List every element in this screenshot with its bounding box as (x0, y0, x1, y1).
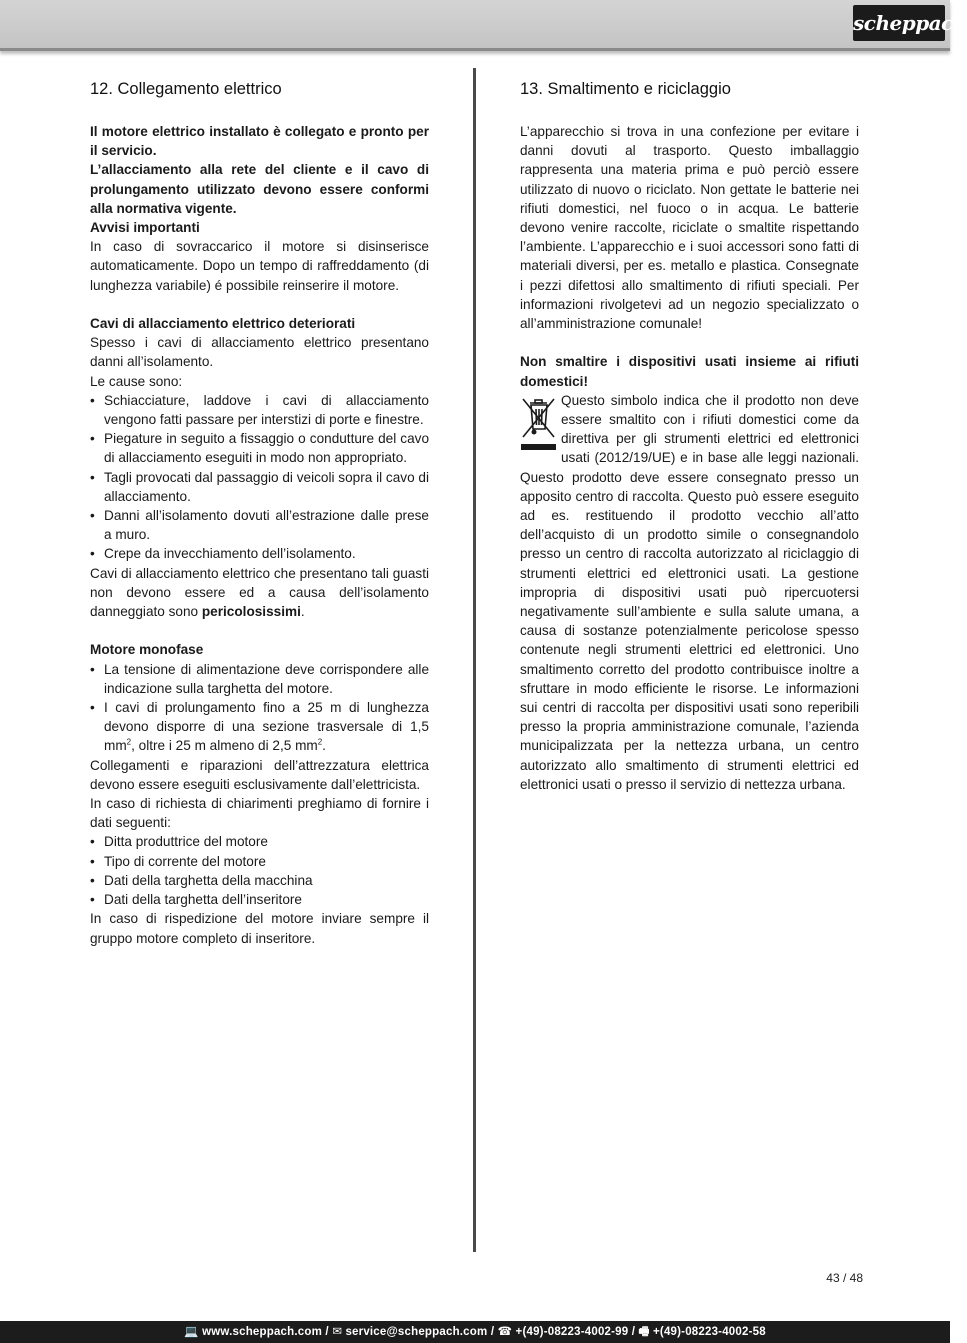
section-title-smaltimento: 13. Smaltimento e riciclaggio (520, 80, 731, 98)
richiesta-text: In caso di richiesta di chiarimenti preghiamo di fornire i dati seguenti: (90, 796, 429, 831)
list-item: • La tensione di alimentazione deve corrispondere alle indicazione sulla targhetta del motore. (90, 660, 429, 698)
list-item: • Danni all’isolamento dovuti all’estrazione dalle prese a muro. (90, 506, 429, 544)
right-column (520, 78, 859, 794)
dati-list (90, 832, 429, 909)
list-item: • Dati della targhetta dell’inseritore (90, 890, 429, 909)
list-item: • I cavi di prolungamento fino a 25 m di lunghezza devono disporre di una sezione trasversale di 1,5 $mm^2$, oltre i 25 m almeno di 2,5 $mm^2$. (90, 698, 429, 756)
cavi-heading: Cavi di allacciamento elettrico deteriorati (90, 316, 356, 332)
weee-text: Questo simbolo indica che il prodotto non deve essere smaltito con i rifiuti domestici come da direttiva per gli strumenti elettrici ed elettronici usati (2012/19/UE) e in base alle leggi nazionali. Questo prodotto deve essere consegnato presso un apposito centro di raccolta. Questo può essere eseguito ad es. restituendo il prodotto vecchio all’atto dell’acquisto di un prodotto simile o consegnandolo presso un centro di raccolta autorizzato al riciclaggio di strumenti elettrici ed elettronici usati. La gestione impropria di dispositivi usati può ripercuotersi negativamente sull’ambiente e sulla salute umana, a causa di sostanze potenzialmente pericolose spesso contenute negli strumenti elettrici ed elettronici. Uno smaltimento corretto del prodotto contribuisce inoltre a sfruttare in modo efficiente le risorse. Le informazioni sui centri di raccolta per dispositivi usati sono reperibili presso la propria amministrazione comunale, l’azienda municipalizzata per la nettezza urbana, un centro autorizzato allo smaltimento di strumenti elettrici ed elettronici usati o presso il servizio di nettezza urbana. (520, 392, 859, 792)
collegamenti-text: Collegamenti e riparazioni dell’attrezzatura elettrica devono essere eseguiti esclusivamente dall’elettricista. (90, 757, 429, 792)
header-bar (0, 0, 967, 51)
warning-emphasis: pericolosissimi (201, 604, 301, 620)
cavi-warning: Cavi di allacciamento elettrico che presentano tali guasti non devono essere ed a causa dell’isolamento danneggiato sono pericolosissimi. (90, 565, 429, 620)
crossed-out-wheelie-bin-icon (520, 393, 557, 451)
cause-label: Le cause sono: (90, 373, 183, 389)
list-item: • Schiacciature, laddove i cavi di allacciamento vengono fatti passare per interstizi di porte e finestre. (90, 391, 429, 429)
section-title-collegamento: 12. Collegamento elettrico (90, 80, 282, 98)
list-item: • Dati della targhetta della macchina (90, 871, 429, 890)
list-item: • Tipo di corrente del motore (90, 852, 429, 871)
left-column (90, 78, 429, 948)
intro-bold-1: Il motore elettrico installato è collegato e pronto per il servicio. (90, 124, 429, 159)
list-item: • Ditta produttrice del motore (90, 832, 429, 851)
page-number: 43 / 48 (826, 1271, 863, 1285)
rispedizione-text: In caso di rispedizione del motore inviare sempre il gruppo motore completo di inseritore. (90, 911, 429, 946)
list-item: • Piegature in seguito a fissaggio o condutture del cavo di allacciamento eseguiti in modo non appropriato. (90, 429, 429, 467)
footer-email-link[interactable]: ✉ service@scheppach.com (332, 1326, 488, 1338)
footer-phone: ☎ +(49)-08223-4002-99 (497, 1326, 629, 1338)
motore-heading: Motore monofase (90, 642, 204, 658)
list-item: • Crepe da invecchiamento dell’isolamento. (90, 544, 429, 563)
cause-list (90, 391, 429, 564)
list-item: • Tagli provocati dal passaggio di veicoli sopra il cavo di allacciamento. (90, 468, 429, 506)
motore-list (90, 660, 429, 756)
weee-heading: Non smaltire i dispositivi usati insieme ai rifiuti domestici! (520, 354, 859, 389)
smaltimento-text: L’apparecchio si trova in una confezione per evitare i danni dovuti al trasporto. Questo imballaggio rappresenta una materia prima e può perciò essere utilizzato di nuovo o riciclato. Non gettate le batterie nei rifiuti domestici, nel fuoco o in acqua. Le batterie devono venire raccolte, riciclate o smaltite rispettando l’ambiente. L’apparecchio e i suoi accessori sono fatti di materiali diversi, per es. metallo e plastica. Consegnate i pezzi difettosi allo smaltimento di rifiuti speciali. Per informazioni rivolgetevi ad un negozio specializzato o all’amministrazione comunale! (520, 124, 859, 332)
avvisi-text: In caso di sovraccarico il motore si disinserisce automaticamente. Dopo un tempo di raffreddamento (di lunghezza variabile) é possibile reinserire il motore. (90, 239, 429, 293)
intro-bold-2: L’allacciamento alla rete del cliente e il cavo di prolungamento utilizzato devono essere conformi alla normativa vigente. (90, 162, 429, 216)
scheppach-logo: scheppach (853, 5, 945, 41)
footer-web-link[interactable]: 💻 www.scheppach.com (184, 1326, 323, 1338)
footer-bar: 💻 www.scheppach.com / ✉ service@scheppach.com / ☎ +(49)-08223-4002-99 / 🖷 +(49)-08223-4002-58 (0, 1321, 950, 1343)
weee-block (520, 391, 859, 794)
column-divider (473, 68, 476, 1252)
footer-fax: 🖷 +(49)-08223-4002-58 (638, 1326, 766, 1338)
cavi-text: Spesso i cavi di allacciamento elettrico presentano danni all’isolamento. (90, 335, 429, 370)
avvisi-heading: Avvisi importanti (90, 220, 200, 236)
